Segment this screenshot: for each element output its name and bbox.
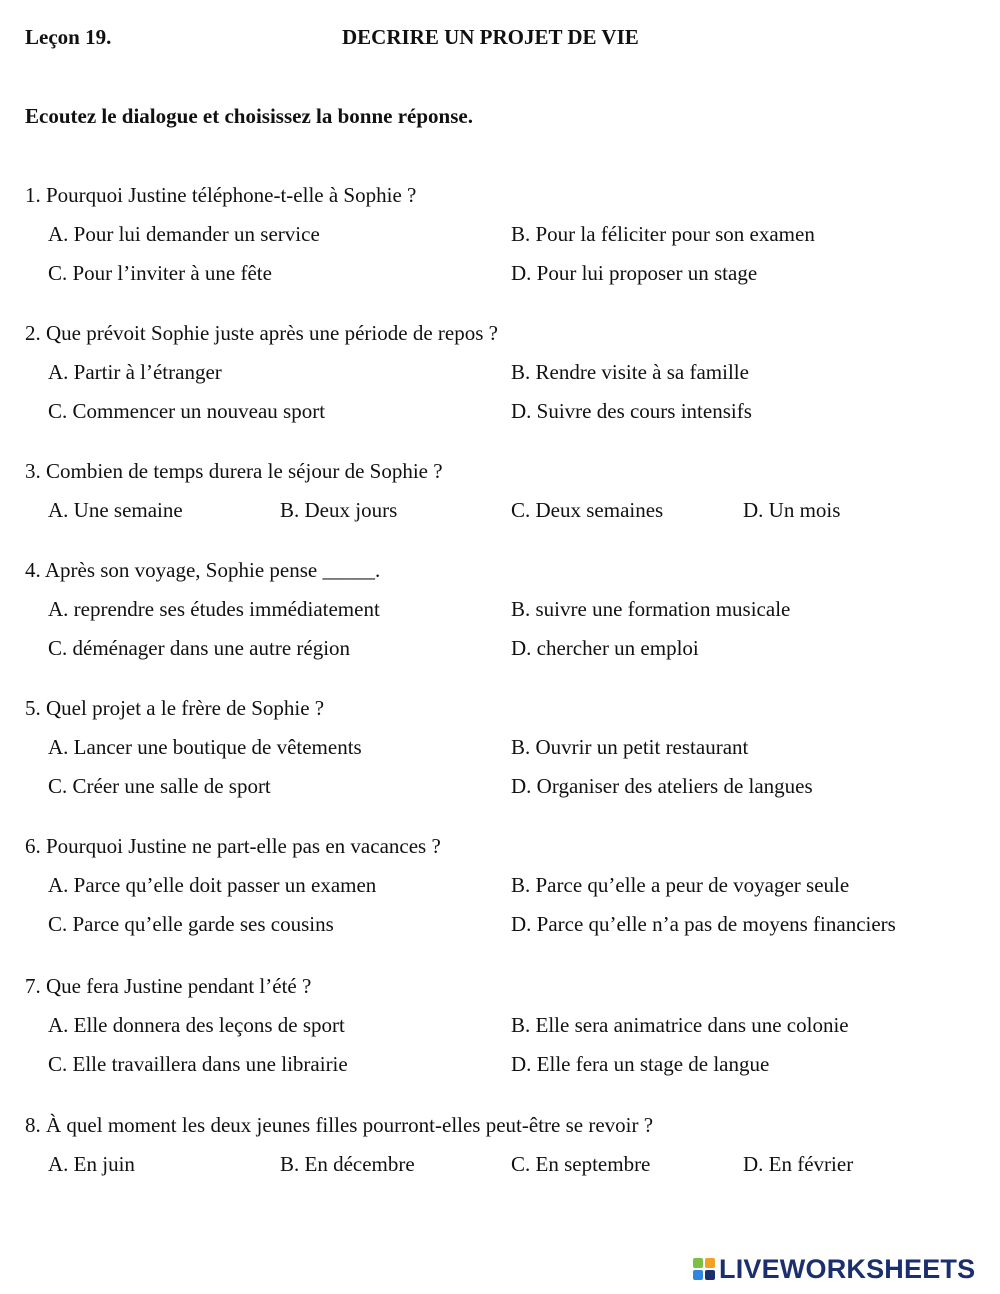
question-text: 4. Après son voyage, Sophie pense _____. xyxy=(25,558,381,582)
question-text: 2. Que prévoit Sophie juste après une période de repos ? xyxy=(25,321,498,345)
option-b[interactable]: B. suivre une formation musicale xyxy=(511,597,791,621)
option-a[interactable]: A. Une semaine xyxy=(48,498,183,522)
lesson-title: DECRIRE UN PROJET DE VIE xyxy=(342,25,639,49)
liveworksheets-logo-icon xyxy=(693,1258,715,1280)
option-c[interactable]: C. Commencer un nouveau sport xyxy=(48,399,326,423)
brand-name: LIVEWORKSHEETS xyxy=(719,1253,976,1284)
question-text: 8. À quel moment les deux jeunes filles pourront-elles peut-être se revoir ? xyxy=(25,1113,654,1137)
option-b[interactable]: B. En décembre xyxy=(280,1152,415,1176)
option-d[interactable]: D. En février xyxy=(743,1152,854,1176)
question-text: 5. Quel projet a le frère de Sophie ? xyxy=(25,696,325,720)
option-b[interactable]: B. Parce qu’elle a peur de voyager seule xyxy=(511,873,850,897)
option-b[interactable]: B. Elle sera animatrice dans une colonie xyxy=(511,1013,849,1037)
question-text: 7. Que fera Justine pendant l’été ? xyxy=(25,974,312,998)
option-a[interactable]: A. Partir à l’étranger xyxy=(48,360,222,384)
instruction-text: Ecoutez le dialogue et choisissez la bonne réponse. xyxy=(25,104,473,128)
option-c[interactable]: C. Elle travaillera dans une librairie xyxy=(48,1052,348,1076)
option-b[interactable]: B. Ouvrir un petit restaurant xyxy=(511,735,749,759)
option-c[interactable]: C. déménager dans une autre région xyxy=(48,636,351,660)
option-c[interactable]: C. Pour l’inviter à une fête xyxy=(48,261,272,285)
option-b[interactable]: B. Deux jours xyxy=(280,498,398,522)
question-text: 1. Pourquoi Justine téléphone-t-elle à Sophie ? xyxy=(25,183,417,207)
question-text: 3. Combien de temps durera le séjour de Sophie ? xyxy=(25,459,443,483)
option-a[interactable]: A. En juin xyxy=(48,1152,135,1176)
option-d[interactable]: D. Suivre des cours intensifs xyxy=(511,399,752,423)
lesson-number: Leçon 19. xyxy=(25,25,112,49)
option-a[interactable]: A. Parce qu’elle doit passer un examen xyxy=(48,873,377,897)
option-d[interactable]: D. Elle fera un stage de langue xyxy=(511,1052,770,1076)
option-c[interactable]: C. Créer une salle de sport xyxy=(48,774,271,798)
option-d[interactable]: D. Un mois xyxy=(743,498,841,522)
question-text: 6. Pourquoi Justine ne part-elle pas en vacances ? xyxy=(25,834,441,858)
option-b[interactable]: B. Pour la féliciter pour son examen xyxy=(511,222,815,246)
option-c[interactable]: C. Parce qu’elle garde ses cousins xyxy=(48,912,334,936)
option-a[interactable]: A. Lancer une boutique de vêtements xyxy=(48,735,362,759)
option-c[interactable]: C. Deux semaines xyxy=(511,498,664,522)
option-d[interactable]: D. Organiser des ateliers de langues xyxy=(511,774,813,798)
option-d[interactable]: D. Pour lui proposer un stage xyxy=(511,261,758,285)
option-a[interactable]: A. Elle donnera des leçons de sport xyxy=(48,1013,345,1037)
option-d[interactable]: D. Parce qu’elle n’a pas de moyens financiers xyxy=(511,912,896,936)
option-c[interactable]: C. En septembre xyxy=(511,1152,651,1176)
liveworksheets-logo xyxy=(693,1253,975,1285)
option-a[interactable]: A. Pour lui demander un service xyxy=(48,222,320,246)
option-a[interactable]: A. reprendre ses études immédiatement xyxy=(48,597,380,621)
option-d[interactable]: D. chercher un emploi xyxy=(511,636,699,660)
option-b[interactable]: B. Rendre visite à sa famille xyxy=(511,360,749,384)
